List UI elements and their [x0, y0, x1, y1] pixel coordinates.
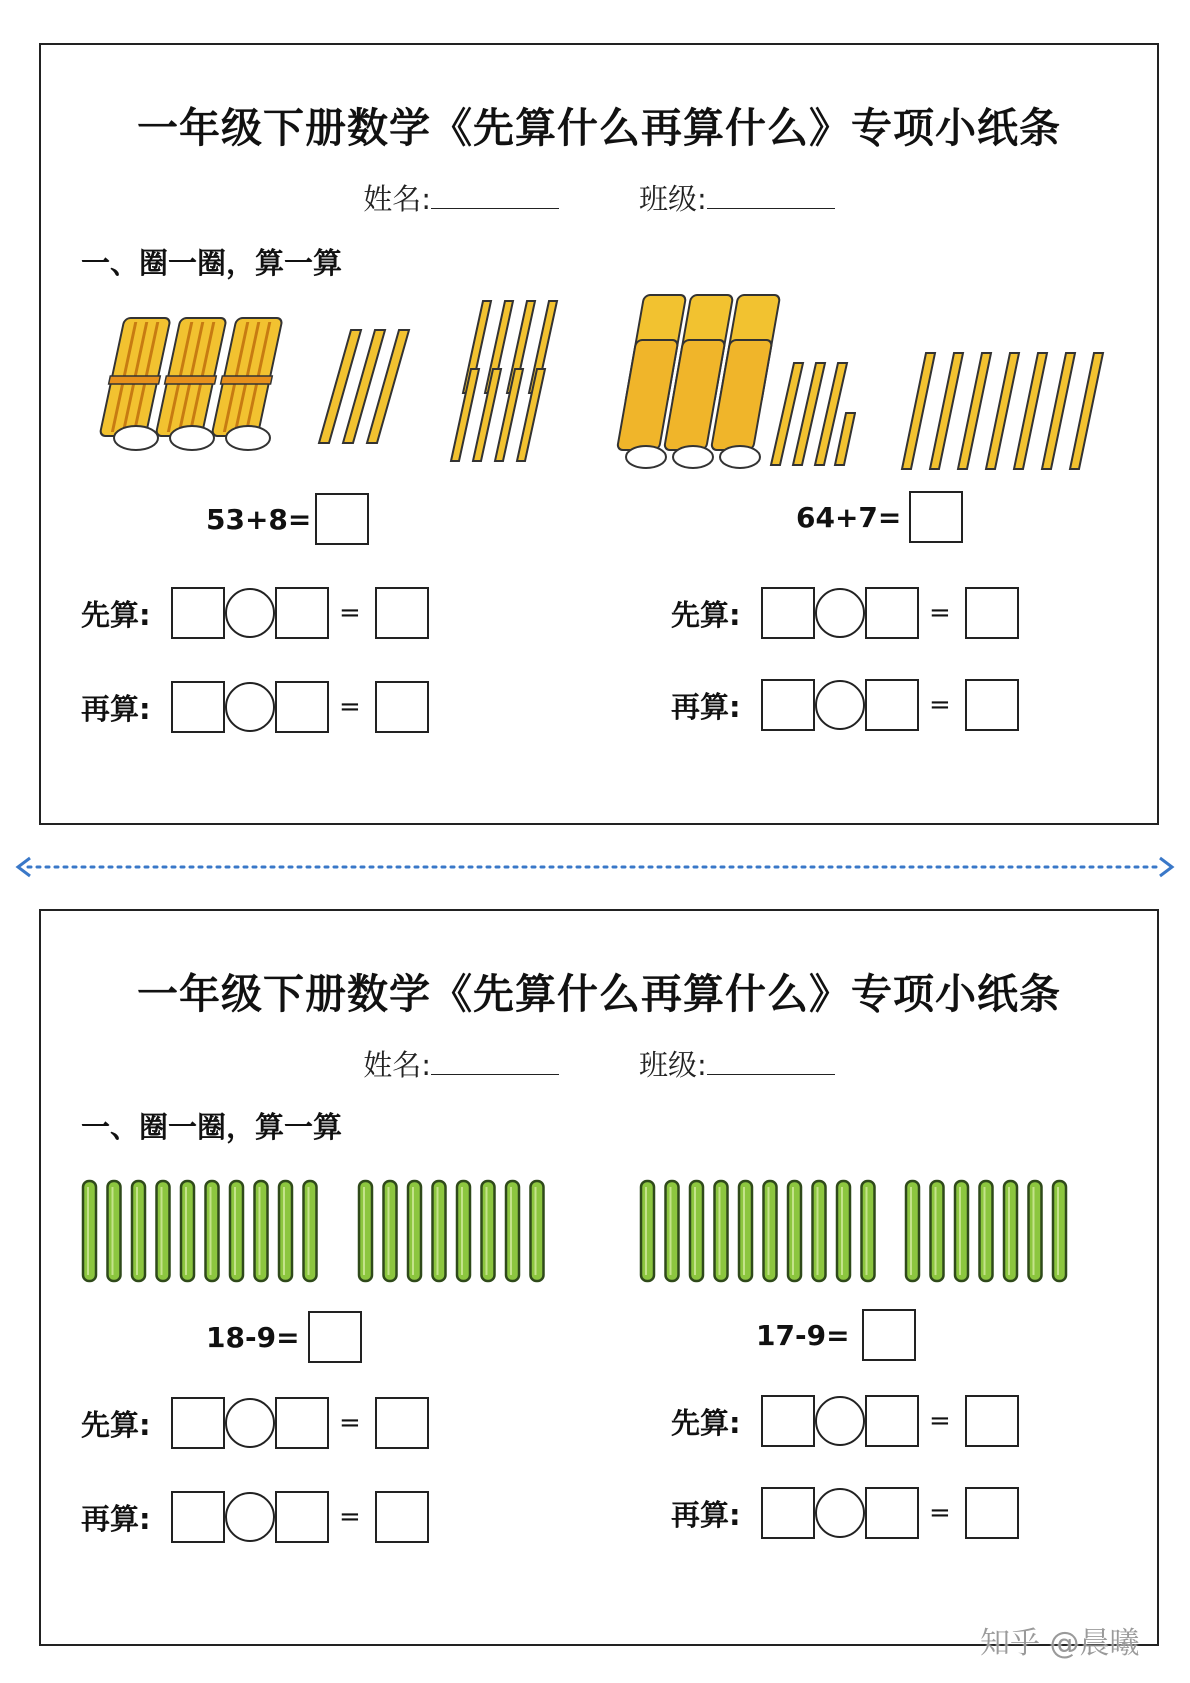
- green-stick: [906, 1181, 919, 1281]
- equals-sign: =: [339, 1502, 361, 1532]
- class-label: 班级:: [639, 182, 707, 216]
- green-counting-sticks-illustration: [71, 1173, 1159, 1293]
- green-stick: [739, 1181, 752, 1281]
- answer-box[interactable]: [909, 491, 963, 543]
- student-info-row: [41, 1043, 1157, 1084]
- right-arrow-icon: [1160, 858, 1172, 876]
- green-stick: [408, 1181, 421, 1281]
- first-step-label: 先算:: [671, 1405, 741, 1440]
- operand-box[interactable]: [171, 1397, 225, 1449]
- operator-circle[interactable]: [815, 680, 865, 730]
- result-box[interactable]: [375, 1397, 429, 1449]
- equals-sign: =: [929, 690, 951, 720]
- problem-1-expression: [206, 493, 369, 545]
- operator-circle[interactable]: [225, 588, 275, 638]
- result-box[interactable]: [375, 681, 429, 733]
- result-box[interactable]: [375, 587, 429, 639]
- operand-box[interactable]: [865, 1487, 919, 1539]
- green-stick: [788, 1181, 801, 1281]
- result-box[interactable]: [965, 587, 1019, 639]
- worksheet-title: 一年级下册数学《先算什么再算什么》专项小纸条: [137, 970, 1061, 1018]
- student-info-row: [41, 177, 1157, 218]
- green-stick: [206, 1181, 219, 1281]
- first-step-row: [671, 587, 1019, 639]
- green-stick: [433, 1181, 446, 1281]
- green-stick: [1053, 1181, 1066, 1281]
- first-step-label: 先算:: [81, 597, 151, 632]
- expression-text: 17-9=: [756, 1318, 850, 1352]
- first-step-row: [671, 1395, 1019, 1447]
- expression-text: 64+7=: [796, 500, 902, 534]
- operand-box[interactable]: [171, 1491, 225, 1543]
- green-stick: [83, 1181, 96, 1281]
- then-step-label: 再算:: [81, 1501, 151, 1536]
- cut-line-divider: [14, 855, 1176, 879]
- then-step-label: 再算:: [81, 691, 151, 726]
- class-label: 班级:: [639, 1048, 707, 1082]
- operator-circle[interactable]: [815, 588, 865, 638]
- section-title: 一、圈一圈，算一算: [81, 1110, 343, 1144]
- worksheet-card-1: [39, 43, 1159, 825]
- green-stick: [359, 1181, 372, 1281]
- operand-box[interactable]: [275, 681, 329, 733]
- watermark: 知乎 @晨曦: [980, 1626, 1140, 1661]
- green-stick: [980, 1181, 993, 1281]
- operand-box[interactable]: [761, 1487, 815, 1539]
- first-step-row: [81, 1397, 429, 1449]
- counting-sticks-7-illustration: [896, 345, 1111, 475]
- then-step-label: 再算:: [671, 689, 741, 724]
- counting-sticks-8-illustration: [441, 293, 571, 463]
- green-stick: [531, 1181, 544, 1281]
- result-box[interactable]: [965, 1395, 1019, 1447]
- green-stick: [279, 1181, 292, 1281]
- name-blank[interactable]: [431, 182, 559, 209]
- operator-circle[interactable]: [815, 1396, 865, 1446]
- worksheet-title: 一年级下册数学《先算什么再算什么》专项小纸条: [137, 104, 1061, 152]
- operand-box[interactable]: [761, 679, 815, 731]
- result-box[interactable]: [965, 1487, 1019, 1539]
- problem-4-expression: [756, 1309, 916, 1361]
- green-stick: [482, 1181, 495, 1281]
- green-stick: [837, 1181, 850, 1281]
- answer-box[interactable]: [315, 493, 369, 545]
- name-label: 姓名:: [363, 182, 431, 216]
- operand-box[interactable]: [865, 587, 919, 639]
- green-stick: [132, 1181, 145, 1281]
- green-stick: [108, 1181, 121, 1281]
- green-stick: [181, 1181, 194, 1281]
- first-step-label: 先算:: [81, 1407, 151, 1442]
- equals-sign: =: [339, 1408, 361, 1438]
- green-stick: [931, 1181, 944, 1281]
- green-stick: [157, 1181, 170, 1281]
- operand-box[interactable]: [865, 1395, 919, 1447]
- green-stick: [764, 1181, 777, 1281]
- green-stick: [304, 1181, 317, 1281]
- class-blank[interactable]: [707, 182, 835, 209]
- green-stick: [255, 1181, 268, 1281]
- green-stick: [384, 1181, 397, 1281]
- green-stick: [715, 1181, 728, 1281]
- operator-circle[interactable]: [225, 1398, 275, 1448]
- operator-circle[interactable]: [225, 682, 275, 732]
- expression-text: 53+8=: [206, 502, 312, 536]
- operand-box[interactable]: [865, 679, 919, 731]
- green-stick: [1029, 1181, 1042, 1281]
- name-blank[interactable]: [431, 1048, 559, 1075]
- equals-sign: =: [929, 1406, 951, 1436]
- operator-circle[interactable]: [815, 1488, 865, 1538]
- name-label: 姓名:: [363, 1048, 431, 1082]
- then-step-row: [671, 679, 1019, 731]
- first-step-label: 先算:: [671, 597, 741, 632]
- answer-box[interactable]: [862, 1309, 916, 1361]
- green-stick: [457, 1181, 470, 1281]
- green-stick: [230, 1181, 243, 1281]
- green-stick: [641, 1181, 654, 1281]
- loose-sticks: [319, 330, 409, 443]
- problem-3-expression: [206, 1311, 362, 1363]
- green-stick: [862, 1181, 875, 1281]
- green-stick: [690, 1181, 703, 1281]
- operand-box[interactable]: [275, 1491, 329, 1543]
- equals-sign: =: [929, 598, 951, 628]
- then-step-row: [671, 1487, 1019, 1539]
- operand-box[interactable]: [171, 587, 225, 639]
- then-step-row: [81, 681, 429, 733]
- section-title: 一、圈一圈，算一算: [81, 246, 343, 280]
- first-step-row: [81, 587, 429, 639]
- operand-box[interactable]: [171, 681, 225, 733]
- equals-sign: =: [339, 692, 361, 722]
- expression-text: 18-9=: [206, 1320, 300, 1354]
- then-step-label: 再算:: [671, 1497, 741, 1532]
- result-box[interactable]: [375, 1491, 429, 1543]
- counting-sticks-64-illustration: [611, 285, 856, 475]
- operand-box[interactable]: [761, 1395, 815, 1447]
- class-blank[interactable]: [707, 1048, 835, 1075]
- counting-sticks-53-illustration: [91, 288, 421, 468]
- green-stick: [813, 1181, 826, 1281]
- then-step-row: [81, 1491, 429, 1543]
- worksheet-card-2: [39, 909, 1159, 1646]
- green-stick: [666, 1181, 679, 1281]
- operand-box[interactable]: [275, 587, 329, 639]
- green-stick: [1004, 1181, 1017, 1281]
- equals-sign: =: [339, 598, 361, 628]
- answer-box[interactable]: [308, 1311, 362, 1363]
- problem-2-expression: [796, 491, 963, 543]
- operand-box[interactable]: [761, 587, 815, 639]
- result-box[interactable]: [965, 679, 1019, 731]
- equals-sign: =: [929, 1498, 951, 1528]
- green-stick: [506, 1181, 519, 1281]
- operator-circle[interactable]: [225, 1492, 275, 1542]
- operand-box[interactable]: [275, 1397, 329, 1449]
- green-stick: [955, 1181, 968, 1281]
